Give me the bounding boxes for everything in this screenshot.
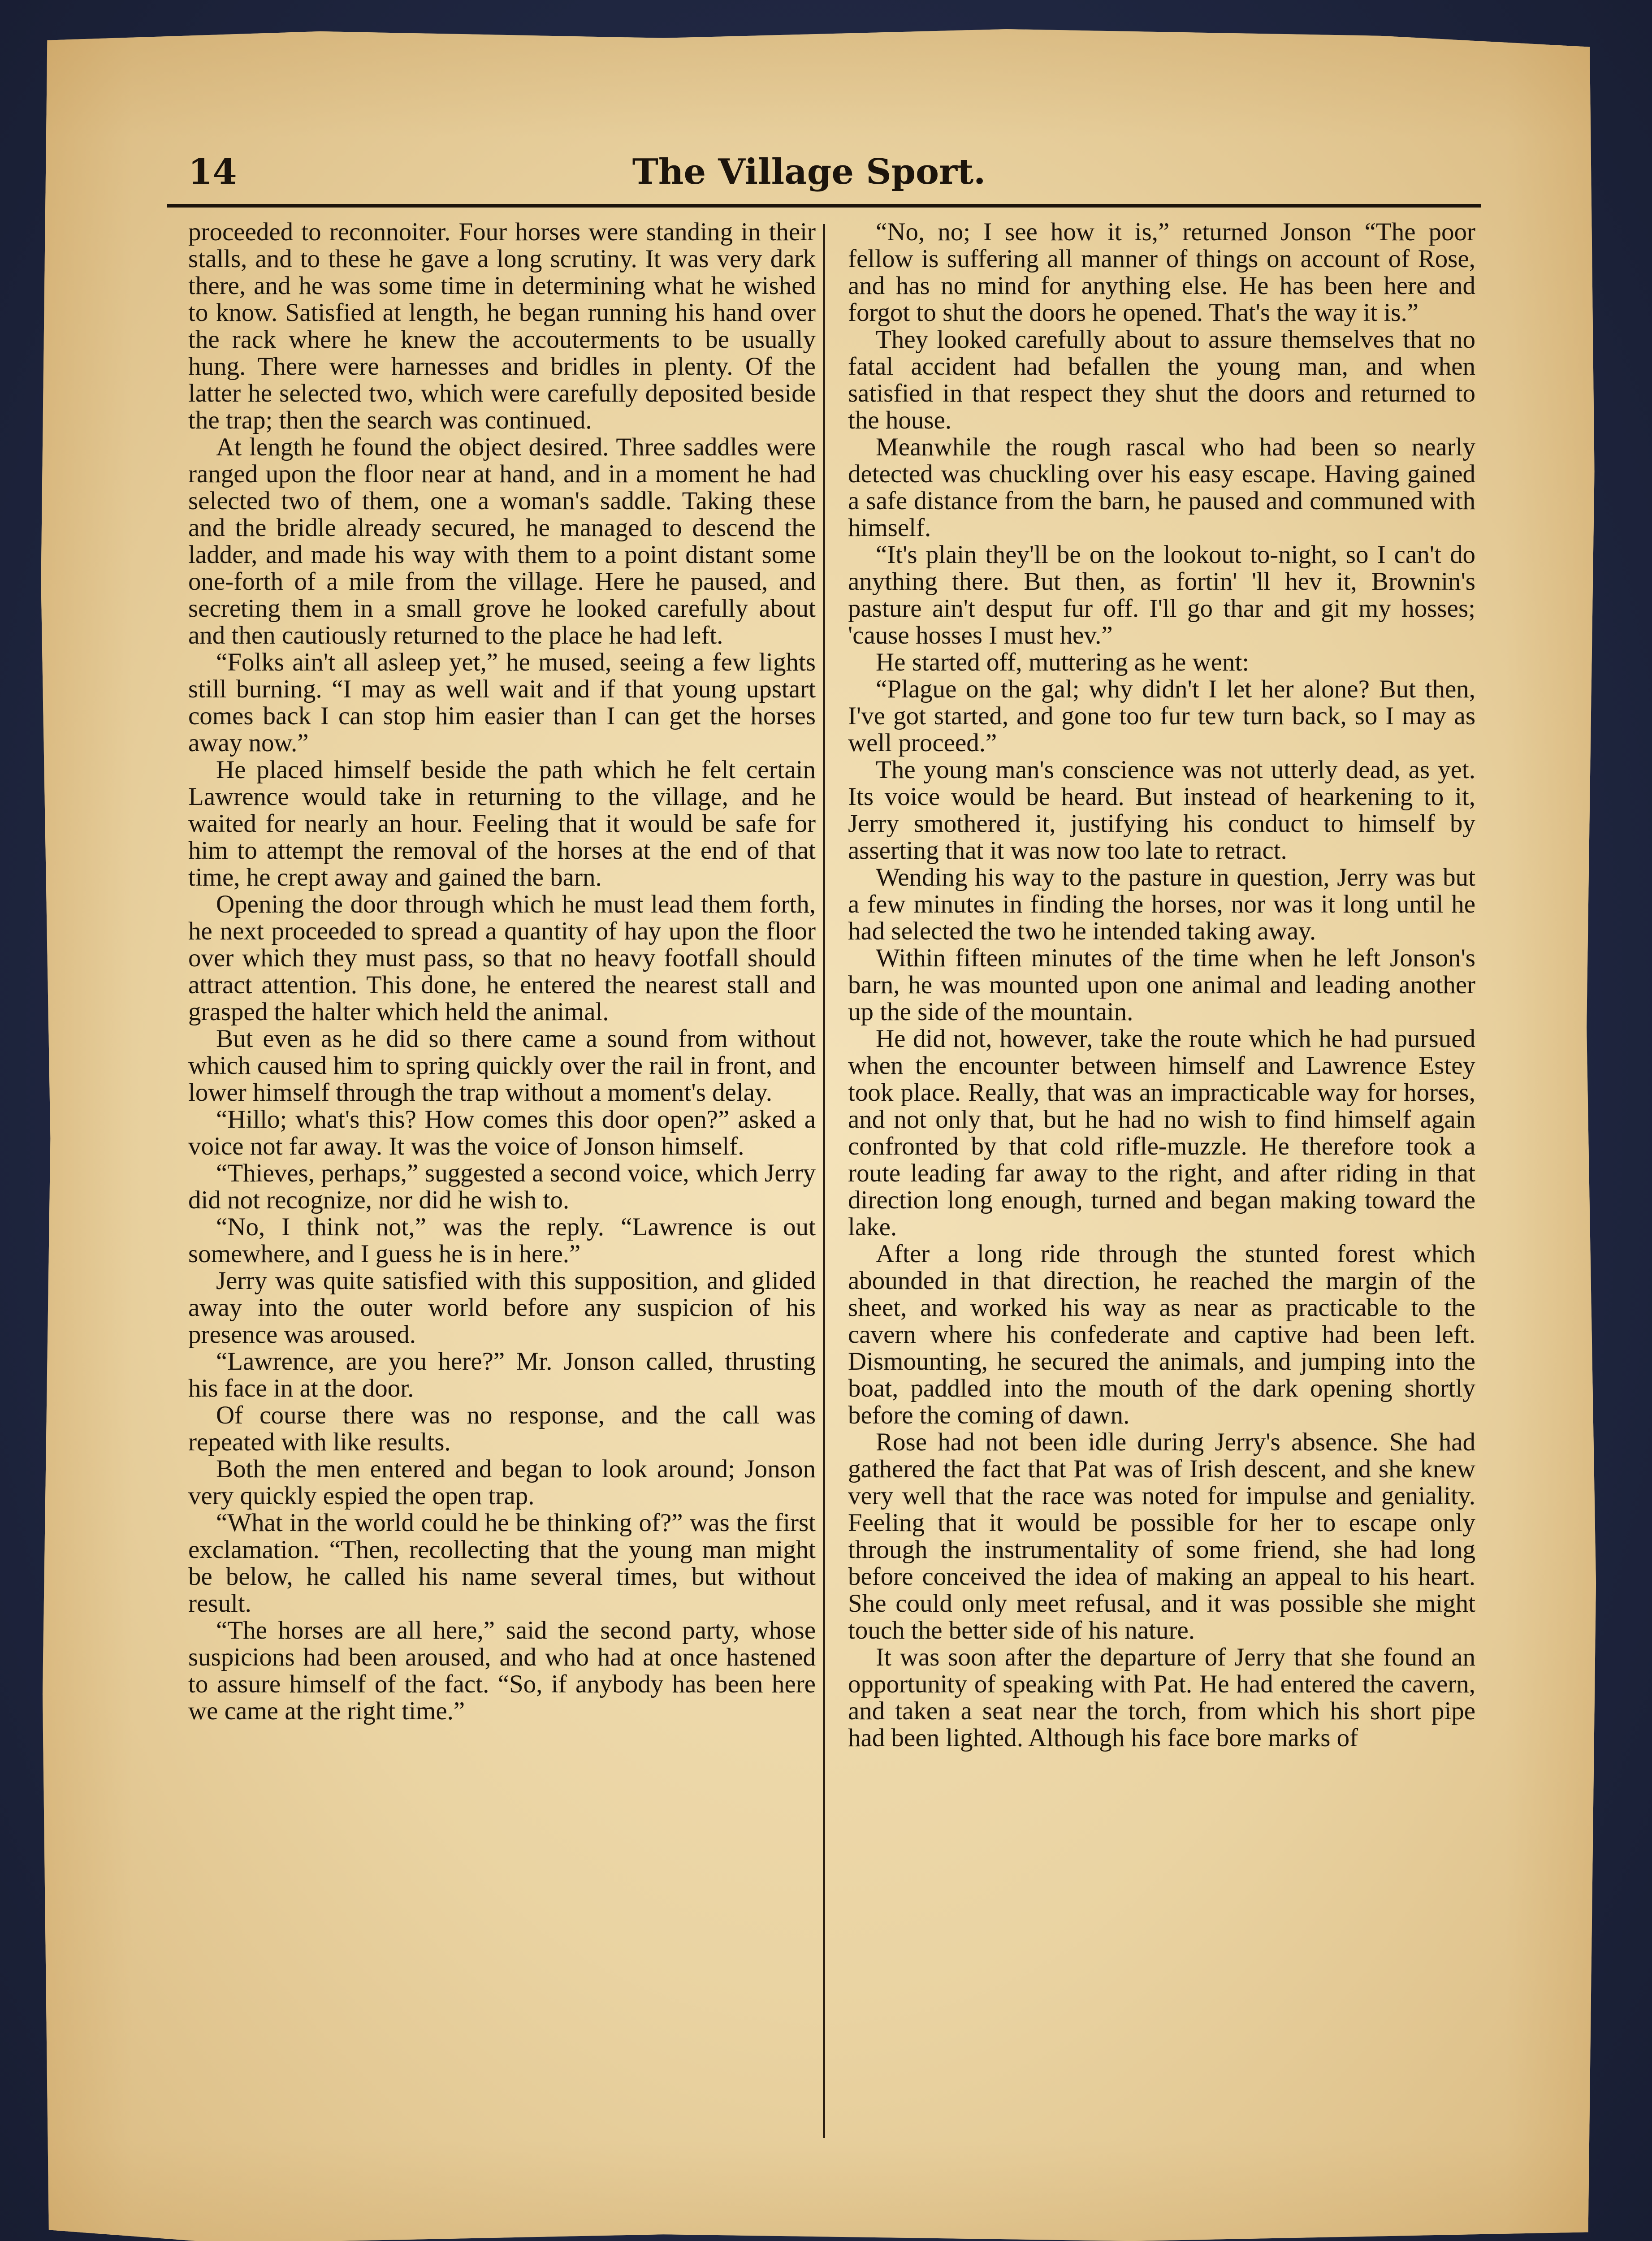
paragraph: Wending his way to the pasture in question, Jerry was but a few minutes in finding the horses, nor was it long until he had selected the two he intended taking away. xyxy=(848,863,1475,945)
paragraph: Both the men entered and began to look around; Jonson very quickly espied the open trap. xyxy=(188,1455,816,1510)
paragraph: He started off, muttering as he went: xyxy=(876,648,1250,676)
paragraph: Within fifteen minutes of the time when he left Jonson's barn, he was mounted upon one animal and leading another up the side of the mountain. xyxy=(848,944,1475,1026)
paragraph: After a long ride through the stunted forest which abounded in that direction, he reached the margin of the sheet, and worked his way as near as practicable to the cavern where his confederate and captive had been left. Dismounting, he secured the animals, and jumping into the boat, paddled into the mouth of the dark opening shortly before the coming of dawn. xyxy=(848,1240,1475,1429)
paragraph: “No, I think not,” was the reply. “Lawrence is out somewhere, and I guess he is in here.” xyxy=(188,1213,816,1268)
paragraph: Rose had not been idle during Jerry's absence. She had gathered the fact that Pat was of Irish descent, and she knew very well that the race was noted for impulse and geniality. Feeling that it would be possible for her to escape only through the instrumentality of some friend, she had long before conceived the idea of making an appeal to his heart. She could only meet refusal, and it was possible she might touch the better side of his nature. xyxy=(848,1428,1475,1644)
text-column-right xyxy=(848,219,1475,1752)
paragraph: Opening the door through which he must lead them forth, he next proceeded to spread a quantity of hay upon the floor over which they must pass, so that no heavy footfall should attract attention. This done, he entered the nearest stall and grasped the halter which held the animal. xyxy=(188,890,816,1026)
paragraph: “Plague on the gal; why didn't I let her alone? But then, I've got started, and gone too fur tew turn back, so I may as well proceed.” xyxy=(848,675,1475,757)
running-title: The Village Sport. xyxy=(632,151,986,192)
paragraph: “No, no; I see how it is,” returned Jonson “The poor fellow is suffering all manner of things on account of Rose, and has no mind for anything else. He has been here and forgot to shut the doors he opened. That's the way it is.” xyxy=(848,218,1475,327)
paragraph: At length he found the object desired. Three saddles were ranged upon the floor near at hand, and in a moment he had selected two of them, one a woman's saddle. Taking these and the bridle already secured, he managed to descend the ladder, and made his way with them to a point distant some one-forth of a mile from the village. Here he paused, and secreting them in a small grove he looked carefully about and then cautiously returned to the place he had left. xyxy=(188,433,816,649)
paragraph: “Lawrence, are you here?” Mr. Jonson called, thrusting his face in at the door. xyxy=(188,1347,816,1402)
paragraph: He did not, however, take the route which he had pursued when the encounter between himself and Lawrence Estey took place. Really, that was an impracticable way for horses, and not only that, but he had no wish to find himself again confronted by that cold rifle-muzzle. He therefore took a route leading far away to the right, and after riding in that direction long enough, turned and began making toward the lake. xyxy=(848,1025,1475,1241)
paragraph: “Thieves, perhaps,” suggested a second voice, which Jerry did not recognize, nor did he wish to. xyxy=(188,1159,816,1214)
paragraph: But even as he did so there came a sound from without which caused him to spring quickly over the rail in front, and lower himself through the trap without a moment's delay. xyxy=(188,1025,816,1107)
page-header xyxy=(148,148,1470,197)
paragraph: He placed himself beside the path which he felt certain Lawrence would take in returning to the village, and he waited for nearly an hour. Feeling that it would be safe for him to attempt the removal of the horses at the end of that time, he crept away and gained the barn. xyxy=(188,756,816,891)
paragraph: “It's plain they'll be on the lookout to-night, so I can't do anything there. But then, as fortin' 'll hev it, Brownin's pasture ain't desput fur off. I'll go thar and git my hosses; 'cause hosses I must hev.” xyxy=(848,541,1475,649)
text-column-left xyxy=(188,219,816,1725)
header-rule xyxy=(167,204,1481,208)
paragraph: proceeded to reconnoiter. Four horses were standing in their stalls, and to these he gave a long scrutiny. It was very dark there, and he was some time in determining what he wished to know. Satisfied at length, he began running his hand over the rack where he knew the accouterments to be usually hung. There were harnesses and bridles in plenty. Of the latter he selected two, which were carefully deposited beside the trap; then the search was continued. xyxy=(188,218,816,434)
paragraph: “Hillo; what's this? How comes this door open?” asked a voice not far away. It was the voice of Jonson himself. xyxy=(188,1105,816,1160)
paragraph: It was soon after the departure of Jerry that she found an opportunity of speaking with Pat. He had entered the cavern, and taken a seat near the torch, from which his short pipe had been lighted. Although his face bore marks of xyxy=(848,1643,1475,1752)
paragraph: “What in the world could he be thinking of?” was the first exclamation. “Then, recollecting that the young man might be below, he called his name several times, but without result. xyxy=(188,1509,816,1618)
paragraph: Jerry was quite satisfied with this supposition, and glided away into the outer world before any suspicion of his presence was aroused. xyxy=(188,1267,816,1349)
paragraph: Meanwhile the rough rascal who had been so nearly detected was chuckling over his easy escape. Having gained a safe distance from the barn, he paused and communed with himself. xyxy=(848,433,1475,542)
paragraph: Of course there was no response, and the call was repeated with like results. xyxy=(188,1401,816,1456)
paragraph: “Folks ain't all asleep yet,” he mused, seeing a few lights still burning. “I may as well wait and if that young upstart comes back I can stop him easier than I can get the horses away now.” xyxy=(188,648,816,757)
column-divider xyxy=(823,224,825,2138)
paragraph: The young man's conscience was not utterly dead, as yet. Its voice would be heard. But instead of hearkening to it, Jerry smothered it, justifying his conduct to himself by asserting that it was now too late to retract. xyxy=(848,756,1475,865)
paragraph: They looked carefully about to assure themselves that no fatal accident had befallen the young man, and when satisfied in that respect they shut the doors and returned to the house. xyxy=(848,325,1475,434)
page-number: 14 xyxy=(188,151,237,192)
paragraph: “The horses are all here,” said the second party, whose suspicions had been aroused, and who had at once hastened to assure himself of the fact. “So, if anybody has been here we came at the right time.” xyxy=(188,1616,816,1725)
